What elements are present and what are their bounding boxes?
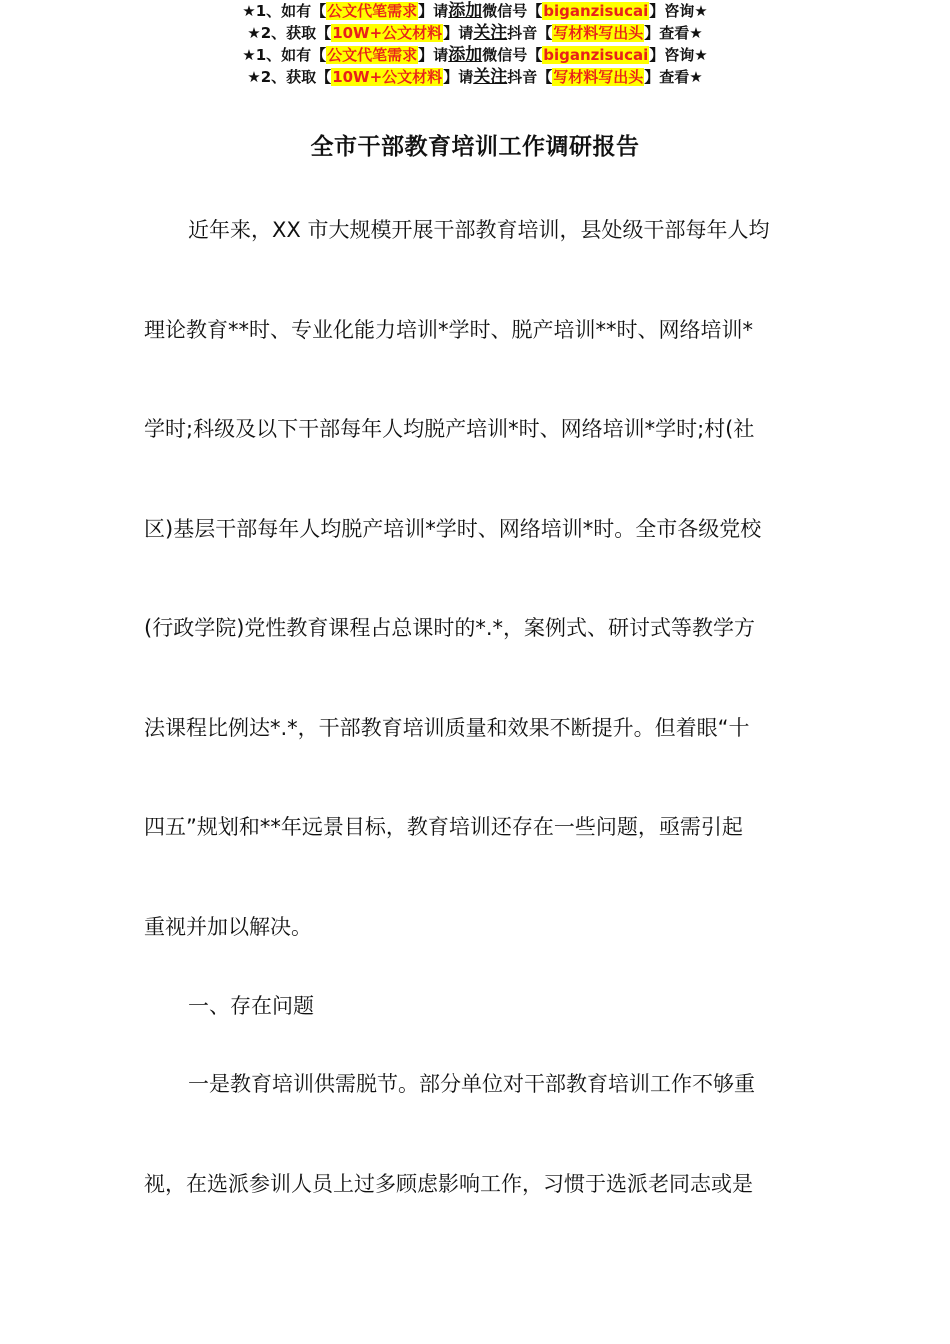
promo-text: 微信号【 — [482, 2, 543, 20]
promo-banner-top — [0, 0, 950, 44]
promo-highlight: 写材料写出头 — [553, 24, 644, 42]
body-line: 理论教育**时、专业化能力培训*学时、脱产培训**时、网络培训* — [144, 318, 753, 342]
promo-line-2 — [0, 66, 950, 88]
body-line: 近年来，XX 市大规模开展干部教育培训，县处级干部每年人均 — [188, 218, 770, 242]
promo-line-2 — [0, 22, 950, 44]
body-line: 视，在选派参训人员上过多顾虑影响工作，习惯于选派老同志或是 — [144, 1172, 753, 1196]
promo-text: 微信号【 — [482, 46, 543, 64]
promo-highlight: biganzisucai — [543, 2, 649, 20]
body-line: 一是教育培训供需脱节。部分单位对干部教育培训工作不够重 — [188, 1072, 755, 1096]
document-title: 全市干部教育培训工作调研报告 — [310, 134, 640, 160]
promo-text: ★2、获取【 — [247, 24, 332, 42]
promo-text: 】请 — [443, 68, 474, 86]
promo-text: 】请 — [418, 46, 449, 64]
body-line: 重视并加以解决。 — [144, 915, 312, 939]
promo-underlined: 添加 — [448, 1, 483, 21]
promo-underlined: 关注 — [473, 67, 508, 87]
promo-highlight: biganzisucai — [543, 46, 649, 64]
promo-text: 】咨询★ — [649, 46, 708, 64]
promo-text: ★1、如有【 — [242, 46, 327, 64]
promo-underlined: 关注 — [473, 23, 508, 43]
promo-text: 】请 — [443, 24, 474, 42]
promo-underlined: 添加 — [448, 45, 483, 65]
promo-text: 】咨询★ — [649, 2, 708, 20]
section-heading: 一、存在问题 — [188, 994, 314, 1018]
promo-highlight: 公文代笔需求 — [327, 46, 418, 64]
promo-line-1 — [0, 0, 950, 22]
promo-text: 】查看★ — [644, 24, 703, 42]
promo-highlight: 写材料写出头 — [553, 68, 644, 86]
body-line: 区)基层干部每年人均脱产培训*学时、网络培训*时。全市各级党校 — [144, 517, 762, 541]
promo-line-1 — [0, 44, 950, 66]
promo-text: 】查看★ — [644, 68, 703, 86]
body-line: 四五”规划和**年远景目标，教育培训还存在一些问题，亟需引起 — [144, 815, 743, 839]
promo-text: 抖音【 — [507, 24, 553, 42]
promo-text: 】请 — [418, 2, 449, 20]
promo-highlight: 10W+公文材料 — [332, 68, 443, 86]
promo-highlight: 10W+公文材料 — [332, 24, 443, 42]
promo-text: ★2、获取【 — [247, 68, 332, 86]
body-line: 学时;科级及以下干部每年人均脱产培训*时、网络培训*学时;村(社 — [144, 417, 755, 441]
promo-banner-bottom — [0, 44, 950, 88]
body-line: (行政学院)党性教育课程占总课时的*.*，案例式、研讨式等教学方 — [144, 616, 756, 640]
promo-text: ★1、如有【 — [242, 2, 327, 20]
promo-highlight: 公文代笔需求 — [327, 2, 418, 20]
promo-text: 抖音【 — [507, 68, 553, 86]
body-line: 法课程比例达*.*，干部教育培训质量和效果不断提升。但着眼“十 — [144, 716, 750, 740]
